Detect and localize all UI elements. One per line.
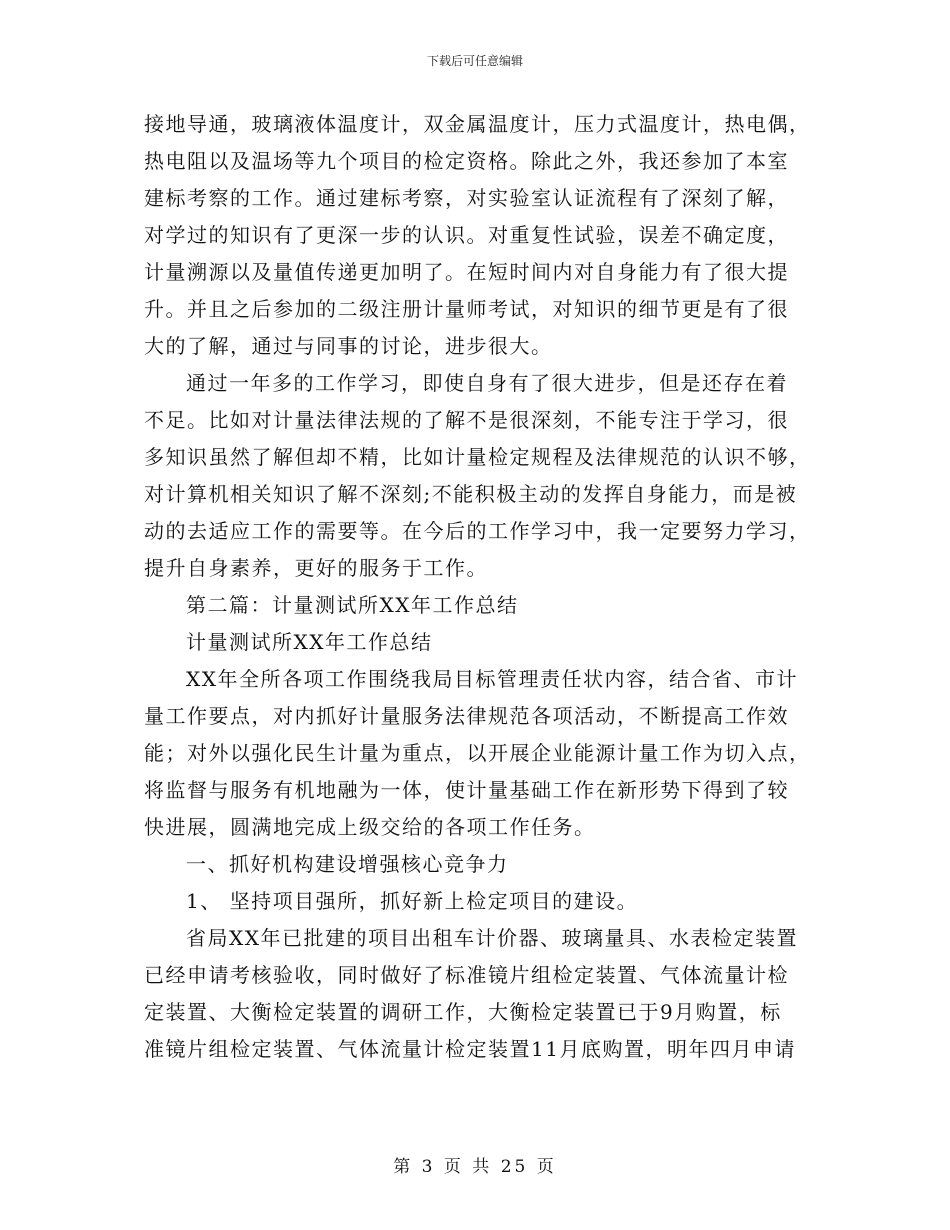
paragraph-start-line: 通过一年多的工作学习，即使自身有了很大进步，但是还存在着 [186,371,788,395]
body-line: 升。并且之后参加的二级注册计量师考试，对知识的细节更是有了很 [144,297,789,321]
body-line: 对学过的知识有了更深一步的认识。对重复性试验，误差不确定度， [144,223,789,247]
page-footer: 第 3 页 共 25 页 [393,1157,557,1177]
body-line: 快进展，圆满地完成上级交给的各项工作任务。 [144,815,596,839]
page-header: 下载后可任意编辑 [426,54,523,68]
section-heading: 第二篇：计量测试所XX年工作总结 [186,593,519,617]
body-line: 定装置、大衡检定装置的调研工作，大衡检定装置已于9月购置，标 [144,1000,782,1024]
body-line: 准镜片组检定装置、气体流量计检定装置11月底购置，明年四月申请 [144,1037,796,1061]
body-line: 多知识虽然了解但却不精，比如计量检定规程及法律规范的认识不够， [144,445,811,469]
body-line: 已经申请考核验收，同时做好了标准镜片组检定装置、气体流量计检 [144,963,789,987]
document-body [144,106,811,1068]
body-line: 提升自身素养，更好的服务于工作。 [144,556,488,580]
document-title: 计量测试所XX年工作总结 [186,630,433,654]
body-line: 计量溯源以及量值传递更加明了。在短时间内对自身能力有了很大提 [144,260,789,284]
body-line: 能；对外以强化民生计量为重点，以开展企业能源计量工作为切入点， [144,741,811,765]
body-line: 热电阻以及温场等九个项目的检定资格。除此之外，我还参加了本室 [144,149,789,173]
body-line: 建标考察的工作。通过建标考察，对实验室认证流程有了深刻了解， [144,186,789,210]
body-line: 不足。比如对计量法律法规的了解不是很深刻，不能专注于学习，很 [144,408,789,432]
body-line: 大的了解，通过与同事的讨论，进步很大。 [144,334,553,358]
body-line: 接地导通，玻璃液体温度计，双金属温度计，压力式温度计，热电偶， [144,112,811,136]
body-line: 将监督与服务有机地融为一体，使计量基础工作在新形势下得到了较 [144,778,789,802]
body-line: 对计算机相关知识了解不深刻;不能积极主动的发挥自身能力，而是被 [144,482,798,506]
body-line: 量工作要点，对内抓好计量服务法律规范各项活动，不断提高工作效 [144,704,789,728]
paragraph-start-line: 省局XX年已批建的项目出租车计价器、玻璃量具、水表检定装置 [186,926,798,950]
paragraph-start-line: XX年全所各项工作围绕我局目标管理责任状内容，结合省、市计 [186,667,798,691]
body-line: 动的去适应工作的需要等。在今后的工作学习中，我一定要努力学习， [144,519,811,543]
numbered-item-heading: 1、 坚持项目强所，抓好新上检定项目的建设。 [186,889,639,913]
subsection-heading: 一、抓好机构建设增强核心竞争力 [186,852,509,876]
